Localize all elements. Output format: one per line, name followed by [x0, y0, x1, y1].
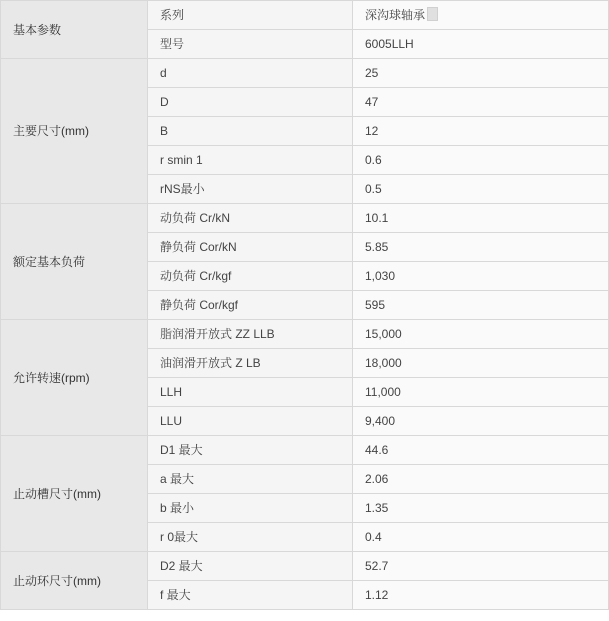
group-header-cell	[1, 59, 148, 204]
row-value-text: 47	[365, 95, 379, 109]
row-value-text: 18,000	[365, 356, 402, 370]
row-label-cell: a 最大	[148, 465, 353, 494]
row-label-cell: r 0最大	[148, 523, 353, 552]
row-label-cell: LLU	[148, 407, 353, 436]
table-row	[1, 436, 609, 465]
row-label-cell: d	[148, 59, 353, 88]
row-value-cell	[353, 436, 609, 465]
row-label-cell: r smin 1	[148, 146, 353, 175]
row-label-cell: 动负荷 Cr/kgf	[148, 262, 353, 291]
row-value-text: 5.85	[365, 240, 389, 254]
row-label-cell: 静负荷 Cor/kgf	[148, 291, 353, 320]
group-header-label: 允许转速(rpm)	[13, 370, 90, 385]
row-label-cell: f 最大	[148, 581, 353, 610]
row-value-text: 深沟球轴承	[365, 8, 426, 22]
row-value-cell	[353, 291, 609, 320]
row-label-cell: 脂润滑开放式 ZZ LLB	[148, 320, 353, 349]
row-value-text: 6005LLH	[365, 37, 414, 51]
row-label-cell: D2 最大	[148, 552, 353, 581]
row-value-text: 11,000	[365, 385, 401, 399]
group-header-cell	[1, 204, 148, 320]
row-value-text: 1.35	[365, 501, 389, 515]
row-value-cell	[353, 320, 609, 349]
group-header-label: 止动槽尺寸(mm)	[13, 486, 101, 501]
row-value-cell	[353, 30, 609, 59]
table-row	[1, 204, 609, 233]
row-value-text: 52.7	[365, 559, 389, 573]
row-value-text: 10.1	[365, 211, 389, 225]
row-value-cell	[353, 407, 609, 436]
row-value-text: 25	[365, 66, 379, 80]
row-value-text: 0.4	[365, 530, 382, 544]
group-header-cell	[1, 552, 148, 610]
row-label-cell: 型号	[148, 30, 353, 59]
row-value-text: 12	[365, 124, 379, 138]
spec-table-body	[1, 1, 609, 610]
row-value-cell	[353, 146, 609, 175]
row-value-cell	[353, 117, 609, 146]
row-value-cell	[353, 204, 609, 233]
row-value-cell	[353, 349, 609, 378]
group-header-cell	[1, 436, 148, 552]
row-value-cell	[353, 59, 609, 88]
missing-glyph-box-icon	[427, 7, 438, 21]
row-value-text: 595	[365, 298, 386, 312]
group-header-label: 止动环尺寸(mm)	[13, 573, 101, 588]
row-value-text: 9,400	[365, 414, 396, 428]
table-row	[1, 59, 609, 88]
row-value-cell	[353, 1, 609, 30]
row-value-text: 15,000	[365, 327, 402, 341]
row-value-cell	[353, 494, 609, 523]
row-value-text: 0.6	[365, 153, 382, 167]
group-header-cell	[1, 320, 148, 436]
row-label-cell: 动负荷 Cr/kN	[148, 204, 353, 233]
table-row	[1, 1, 609, 30]
group-header-label: 主要尺寸(mm)	[13, 124, 89, 138]
table-row	[1, 320, 609, 349]
group-header-label: 额定基本负荷	[13, 254, 86, 269]
row-label-cell: B	[148, 117, 353, 146]
row-value-text: 44.6	[365, 443, 389, 457]
row-value-cell	[353, 581, 609, 610]
row-value-text: 1,030	[365, 269, 396, 283]
row-label-cell: 油润滑开放式 Z LB	[148, 349, 353, 378]
group-header-label: 基本参数	[13, 22, 62, 37]
row-label-cell: D	[148, 88, 353, 117]
row-label-cell: 系列	[148, 1, 353, 30]
row-value-cell	[353, 88, 609, 117]
row-value-cell	[353, 262, 609, 291]
row-label-cell: LLH	[148, 378, 353, 407]
row-value-cell	[353, 523, 609, 552]
row-value-text: 1.12	[365, 588, 389, 602]
row-value-text: 0.5	[365, 182, 382, 196]
group-header-cell	[1, 1, 148, 59]
row-label-cell: D1 最大	[148, 436, 353, 465]
row-value-cell	[353, 552, 609, 581]
row-label-cell: 静负荷 Cor/kN	[148, 233, 353, 262]
row-value-text: 2.06	[365, 472, 389, 486]
row-label-cell: b 最小	[148, 494, 353, 523]
row-value-cell	[353, 175, 609, 204]
row-value-cell	[353, 378, 609, 407]
row-value-cell	[353, 233, 609, 262]
table-row	[1, 552, 609, 581]
row-value-cell	[353, 465, 609, 494]
row-label-cell: rNS最小	[148, 175, 353, 204]
